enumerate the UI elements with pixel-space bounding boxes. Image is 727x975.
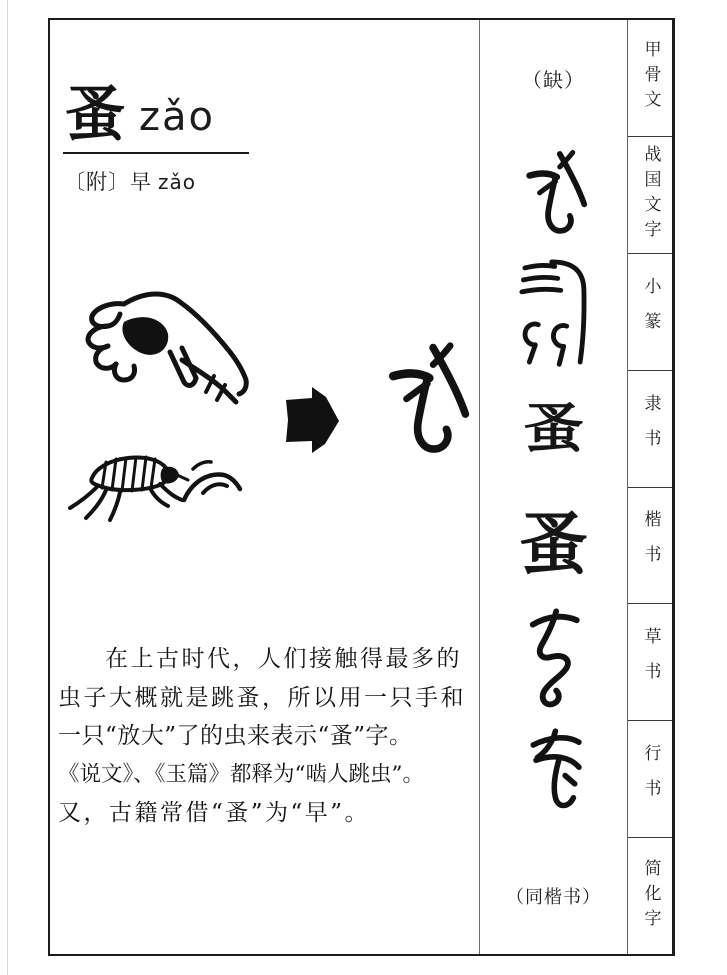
sidebar-label: 战国文字 (640, 144, 661, 245)
script-types-sidebar (628, 20, 672, 954)
form-cursive-glyph (480, 604, 627, 721)
regular-character: 蚤 (519, 505, 588, 586)
form-running-glyph (480, 721, 627, 838)
title-underline (63, 152, 249, 154)
motion-arcs (184, 462, 240, 500)
sidebar-item-warring-states (628, 137, 672, 254)
form-warring-states-glyph (480, 137, 627, 254)
sidebar-label: 草书 (640, 627, 661, 698)
sidebar-item-cursive (628, 604, 672, 721)
form-regular-glyph (480, 487, 627, 604)
right-arrow-icon (286, 387, 339, 453)
form-simplified-note (480, 837, 627, 954)
attached-entry-character: 〔附〕早 (64, 170, 152, 194)
page-frame (48, 18, 675, 956)
flea-illustration (70, 457, 188, 520)
sidebar-label: 隶书 (640, 393, 661, 464)
missing-note: （缺） (522, 67, 585, 92)
attached-entry-pinyin: zǎo (158, 170, 196, 194)
sidebar-item-small-seal (628, 254, 672, 371)
form-small-seal-glyph (480, 254, 627, 371)
sidebar-item-clerical (628, 371, 672, 488)
clerical-character: 蚤 (523, 397, 584, 460)
attached-entry (64, 166, 196, 196)
paragraph-line: 一只“放大”了的虫来表示“蚤”字。 (58, 723, 413, 749)
explanation-paragraph (58, 640, 475, 833)
form-oracle-bone-missing-note (480, 20, 627, 137)
paragraph-line: 《说文》、《玉篇》都释为“啮人跳虫”。 (58, 761, 424, 787)
ancient-form-glyph (393, 346, 465, 449)
main-panel (50, 20, 480, 954)
sidebar-item-oracle-bone (628, 20, 672, 137)
paragraph-line: 虫子大概就是跳蚤，所以用一只手和 (58, 684, 466, 711)
script-forms-column (480, 20, 628, 954)
sidebar-item-running (628, 721, 672, 838)
scan-edge-line (7, 0, 8, 975)
page-title (65, 80, 215, 150)
etymology-illustration (62, 282, 482, 552)
same-as-regular-note: （同楷书） (506, 886, 601, 908)
paragraph-line: 在上古时代，人们接触得最多的 (105, 646, 462, 672)
sidebar-label: 简化字 (640, 858, 661, 934)
headword-pinyin: zǎo (139, 94, 215, 140)
sidebar-label: 甲骨文 (640, 40, 661, 116)
headword-character: 蚤 (65, 80, 125, 150)
sidebar-label: 楷书 (640, 510, 661, 581)
paragraph-line: 又，古籍常借“蚤”为“早”。 (58, 800, 371, 826)
hand-grasping-illustration (88, 294, 246, 402)
sidebar-item-regular (628, 488, 672, 605)
sidebar-label: 小篆 (640, 276, 661, 347)
sidebar-label: 行书 (640, 744, 661, 815)
sidebar-item-simplified (628, 838, 672, 954)
form-clerical-glyph (480, 370, 627, 487)
